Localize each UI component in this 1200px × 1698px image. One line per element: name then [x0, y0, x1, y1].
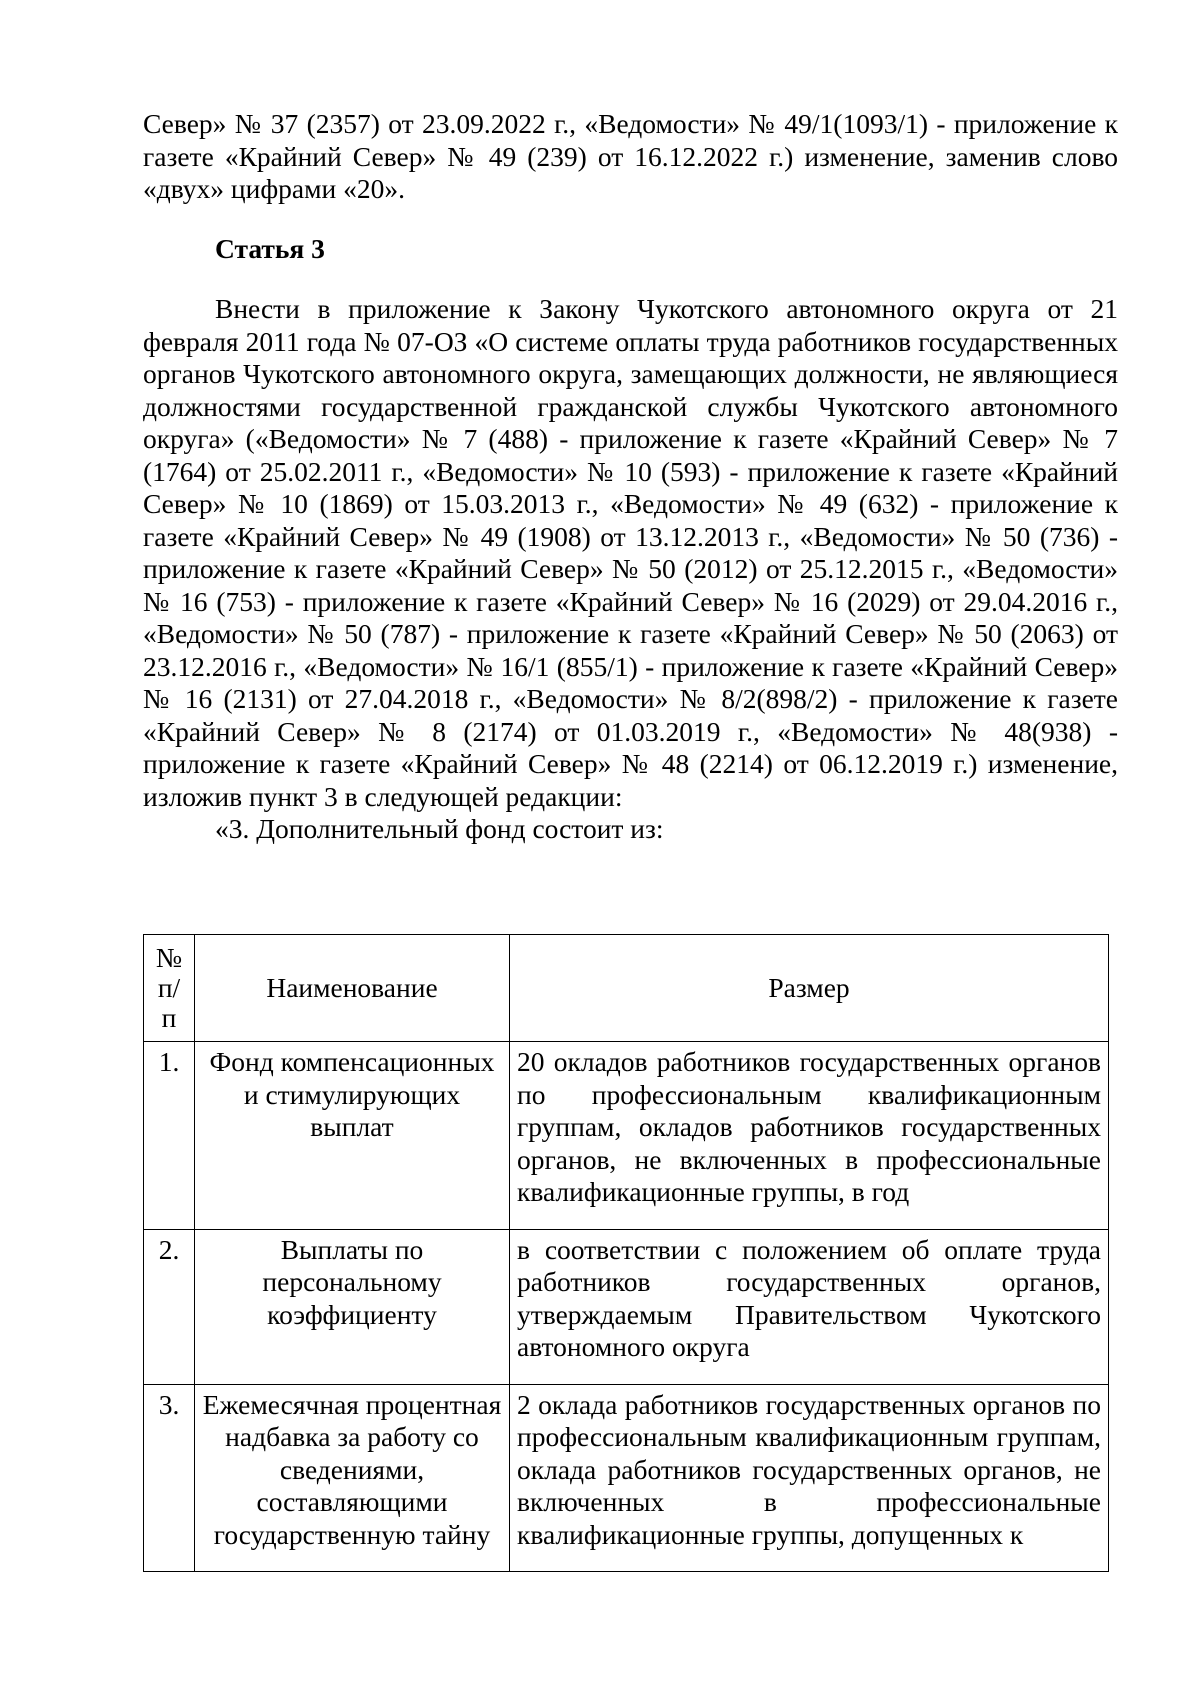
- row-number: 3.: [144, 1384, 195, 1572]
- table-row: [144, 1042, 1109, 1230]
- header-number: № п/п: [144, 935, 195, 1042]
- table-row: [144, 1384, 1109, 1572]
- header-size: Размер: [510, 935, 1109, 1042]
- table-header-row: [144, 935, 1109, 1042]
- row-size: в соответствии с положением об оплате труда работников государственных органов, утверждаемым Правительством Чукотского автономного округа: [510, 1229, 1109, 1384]
- row-number: 1.: [144, 1042, 195, 1230]
- row-size: 2 оклада работников государственных органов по профессиональным квалификационным группам, оклада работников государственных органов, не включенных в профессиональные квалификационные группы, допущенных к: [510, 1384, 1109, 1572]
- article-heading: Статья 3: [215, 232, 325, 264]
- header-name: Наименование: [195, 935, 510, 1042]
- document-page: [143, 108, 1118, 846]
- fund-table: [143, 934, 1109, 1572]
- row-name: Ежемесячная процентная надбавка за работу со сведениями, составляющими государственную тайну: [195, 1384, 510, 1572]
- row-name: Фонд компенсационных и стимулирующих выплат: [195, 1042, 510, 1230]
- row-number: 2.: [144, 1229, 195, 1384]
- article-paragraph: Внести в приложение к Закону Чукотского автономного округа от 21 февраля 2011 года № 07-ОЗ «О системе оплаты труда работников государственных органов Чукотского автономного округа, замещающих должности, не являющиеся должностями государственной гражданской службы Чукотского автономного округа» («Ведомости» № 7 (488) - приложение к газете «Крайний Север» № 7 (1764) от 25.02.2011 г., «Ведомости» № 10 (593) - приложение к газете «Крайний Север» № 10 (1869) от 15.03.2013 г., «Ведомости» № 49 (632) - приложение к газете «Крайний Север» № 49 (1908) от 13.12.2013 г., «Ведомости» № 50 (736) - приложение к газете «Крайний Север» № 50 (2012) от 25.12.2015 г., «Ведомости» № 16 (753) - приложение к газете «Крайний Север» № 16 (2029) от 29.04.2016 г., «Ведомости» № 50 (787) - приложение к газете «Крайний Север» № 50 (2063) от 23.12.2016 г., «Ведомости» № 16/1 (855/1) - приложение к газете «Крайний Север» № 16 (2131) от 27.04.2018 г., «Ведомости» № 8/2(898/2) - приложение к газете «Крайний Север» № 8 (2174) от 01.03.2019 г., «Ведомости» № 48(938) - приложение к газете «Крайний Север» № 48 (2214) от 06.12.2019 г.) изменение, изложив пункт 3 в следующей редакции:: [143, 293, 1118, 812]
- intro-paragraph: Север» № 37 (2357) от 23.09.2022 г., «Ведомости» № 49/1(1093/1) - приложение к газете «Крайний Север» № 49 (239) от 16.12.2022 г.) изменение, заменив слово «двух» цифрами «20».: [143, 108, 1118, 204]
- row-name: Выплаты по персональному коэффициенту: [195, 1229, 510, 1384]
- table-row: [144, 1229, 1109, 1384]
- table-lead: «3. Дополнительный фонд состоит из:: [215, 813, 664, 844]
- row-size: 20 окладов работников государственных органов по профессиональным квалификационным группам, окладов работников государственных органов, не включенных в профессиональные квалификационные группы, в год: [510, 1042, 1109, 1230]
